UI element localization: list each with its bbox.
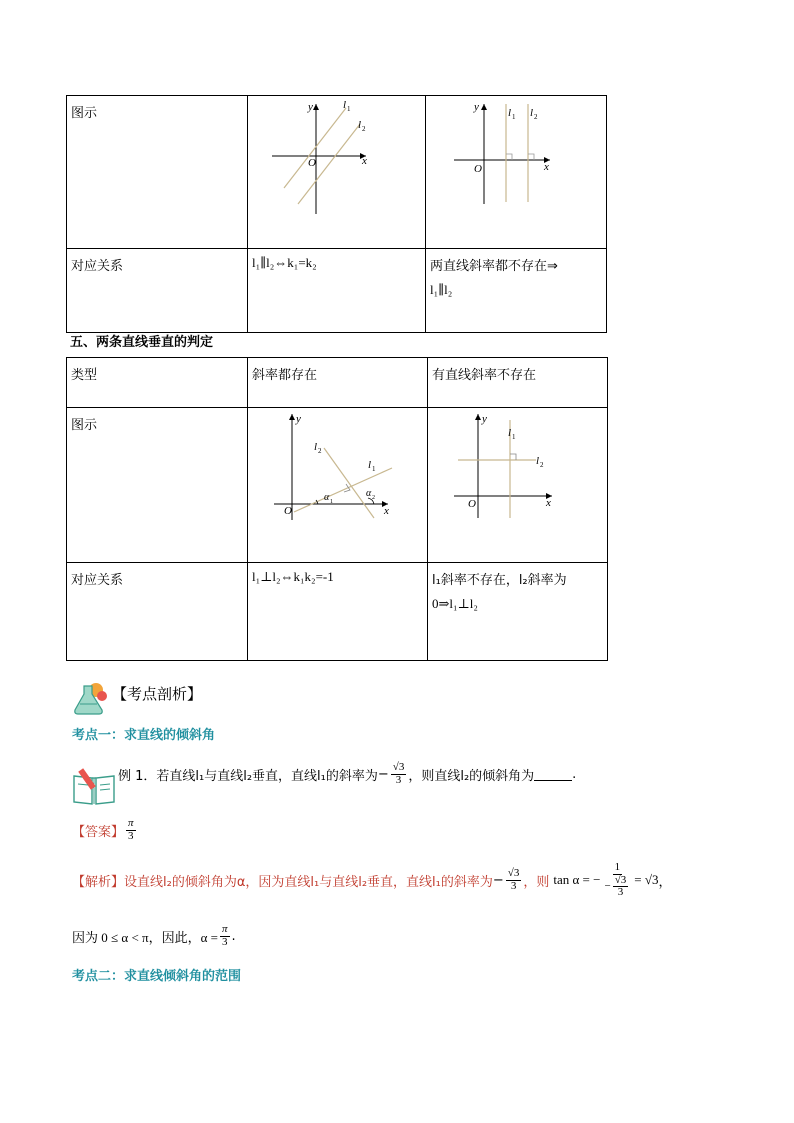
perpendicular-table [66,357,608,661]
tan-fraction: 1 − $\frac{√3}{3}$ [604,861,627,899]
svg-text:O: O [474,163,482,175]
book-pencil-icon [70,766,118,810]
svg-text:l: l [536,455,540,467]
figure-perpendicular-vertical [428,408,608,563]
svg-text:1: 1 [372,465,376,473]
svg-text:2: 2 [540,461,544,469]
relation-parallel-slopes: l₁∥l₂⇔k₁=k₂ [248,249,426,333]
answer: 【答案】 $\frac{\pi}{3}$ [72,817,134,842]
svg-text:l: l [314,441,318,453]
example-fraction: $\frac{√3}{3}$ [392,761,405,786]
svg-text:l: l [508,107,512,119]
header-slope-missing: 有直线斜率不存在 [428,358,608,408]
svg-text:O: O [284,505,292,517]
svg-text:x: x [362,155,367,167]
perpendicular-sloped-diagram [248,408,428,558]
origin-label: O [308,157,316,169]
answer-blank[interactable] [534,768,572,781]
row-label-relation: 对应关系 [67,563,248,661]
svg-text:l: l [343,99,347,111]
svg-text:O: O [468,498,476,510]
svg-text:1: 1 [330,499,333,505]
explanation: 【解析】 设直线l₂的倾斜角为α，因为直线l₁与直线l₂垂直，直线l₁的斜率为 − $\frac{√3}{3}$ ，则 tan α = − 1 − $\frac{√3}{3}$ = √3 ， [72,861,672,899]
parallel-table [66,95,607,333]
relation-perpendicular-slopes: l₁⊥l₂⇔k₁k₂=-1 [248,563,428,661]
svg-text:x: x [384,505,389,517]
svg-text:y: y [296,413,301,425]
figure-perpendicular-sloped [248,408,428,563]
point2-title: 考点二：求直线倾斜角的范围 [72,969,242,984]
row-label-figure: 图示 [67,408,248,563]
svg-text:l: l [508,427,512,439]
header-slopes-exist: 斜率都存在 [248,358,428,408]
svg-text:l: l [358,119,362,131]
figure-parallel-sloped [248,96,426,249]
svg-text:α: α [366,488,372,499]
svg-text:y: y [474,101,479,113]
svg-text:1: 1 [512,433,516,441]
svg-text:l: l [368,459,372,471]
row-label-relation: 对应关系 [67,249,248,333]
svg-text:1: 1 [347,105,351,113]
section5-title: 五、两条直线垂直的判定 [70,335,214,350]
perpendicular-vertical-diagram [428,408,608,558]
svg-text:x: x [546,497,551,509]
figure-parallel-vertical [426,96,607,249]
svg-text:α: α [324,492,330,503]
parallel-vertical-diagram [426,96,607,244]
svg-text:2: 2 [318,447,322,455]
svg-text:y: y [308,101,313,113]
row-label-figure: 图示 [67,96,248,249]
svg-text:2: 2 [372,495,375,501]
svg-text:2: 2 [534,113,538,121]
svg-text:x: x [544,161,549,173]
svg-text:l: l [530,107,534,119]
answer-fraction: $\frac{\pi}{3}$ [128,817,134,842]
parallel-sloped-diagram [248,96,426,244]
header-type: 类型 [67,358,248,408]
conclusion: 因为 0 ≤ α < π，因此，α = $\frac{\pi}{3}$ . [72,923,236,948]
svg-text:y: y [482,413,487,425]
relation-perpendicular-vertical: l₁斜率不存在，l₂斜率为 0⇒l₁⊥l₂ [428,563,608,661]
point1-title: 考点一：求直线的倾斜角 [72,728,216,743]
svg-text:1: 1 [512,113,516,121]
analysis-header: 【考点剖析】 [112,685,203,703]
flask-icon [72,680,112,722]
svg-text:2: 2 [362,125,366,133]
relation-parallel-vertical: 两直线斜率都不存在⇒ l₁∥l₂ [426,249,607,333]
example1: 例 1．若直线l₁与直线l₂垂直，直线l₁的斜率为 − $\frac{√3}{3}$ ，则直线l₂的倾斜角为 . [118,761,577,786]
